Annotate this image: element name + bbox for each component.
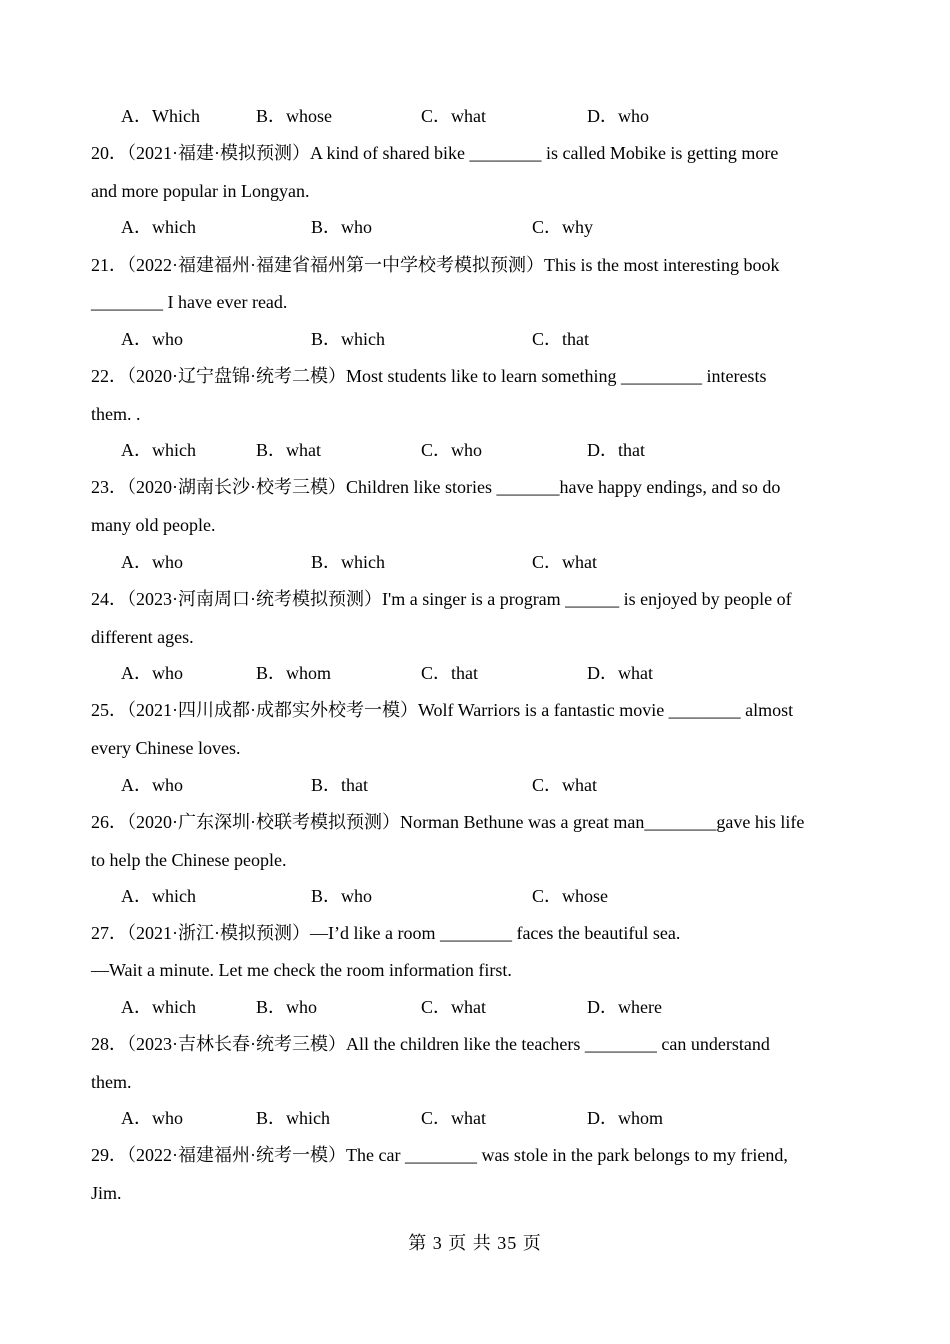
question-text-line: to help the Chinese people.	[91, 850, 287, 870]
question-text-line: 22．（2020·辽宁盘锦·统考二模）Most students like to learn something _________ interests	[91, 366, 767, 386]
question-text-line: 26．（2020·广东深圳·校联考模拟预测）Norman Bethune was a great man________gave his life	[91, 812, 805, 832]
option-c[interactable]: C．whose	[532, 886, 608, 906]
option-c[interactable]: C．what	[421, 997, 486, 1017]
option-b[interactable]: B．who	[256, 997, 318, 1017]
option-c[interactable]: C．what	[421, 1108, 486, 1128]
question-text-line: and more popular in Longyan.	[91, 181, 310, 201]
option-d[interactable]: D．what	[587, 663, 653, 683]
option-d[interactable]: D．where	[587, 997, 662, 1017]
option-a[interactable]: A．Which	[121, 106, 200, 126]
question-text-line: ________ I have ever read.	[91, 292, 288, 312]
option-a[interactable]: A．who	[121, 663, 183, 683]
option-c[interactable]: C．who	[421, 440, 483, 460]
option-c[interactable]: C．that	[532, 329, 589, 349]
question-text-line: —Wait a minute. Let me check the room information first.	[91, 960, 512, 980]
option-d[interactable]: D．that	[587, 440, 645, 460]
option-c[interactable]: C．why	[532, 217, 594, 237]
question-text-line: 24．（2023·河南周口·统考模拟预测）I'm a singer is a program ______ is enjoyed by people of	[91, 589, 792, 609]
option-a[interactable]: A．which	[121, 440, 196, 460]
option-d[interactable]: D．whom	[587, 1108, 663, 1128]
option-a[interactable]: A．which	[121, 217, 196, 237]
option-d[interactable]: D．who	[587, 106, 649, 126]
option-a[interactable]: A．which	[121, 886, 196, 906]
option-b[interactable]: B．which	[256, 1108, 330, 1128]
option-b[interactable]: B．who	[311, 217, 373, 237]
option-a[interactable]: A．which	[121, 997, 196, 1017]
question-text-line: them.	[91, 1072, 132, 1092]
question-text-line: 23．（2020·湖南长沙·校考三模）Children like stories _______have happy endings, and so do	[91, 477, 781, 497]
option-a[interactable]: A．who	[121, 329, 183, 349]
option-b[interactable]: B．whom	[256, 663, 332, 683]
option-c[interactable]: C．that	[421, 663, 478, 683]
question-text-line: 27．（2021·浙江·模拟预测）—I’d like a room ________ faces the beautiful sea.	[91, 923, 681, 943]
option-b[interactable]: B．who	[311, 886, 373, 906]
question-text-line: different ages.	[91, 627, 194, 647]
question-text-line: 29．（2022·福建福州·统考一模）The car ________ was stole in the park belongs to my friend,	[91, 1145, 788, 1165]
option-c[interactable]: C．what	[421, 106, 486, 126]
question-text-line: every Chinese loves.	[91, 738, 241, 758]
option-b[interactable]: B．which	[311, 329, 385, 349]
option-c[interactable]: C．what	[532, 775, 597, 795]
option-b[interactable]: B．that	[311, 775, 368, 795]
question-text-line: Jim.	[91, 1183, 122, 1203]
question-text-line: many old people.	[91, 515, 216, 535]
option-a[interactable]: A．who	[121, 552, 183, 572]
question-text-line: them. .	[91, 404, 141, 424]
option-b[interactable]: B．which	[311, 552, 385, 572]
option-c[interactable]: C．what	[532, 552, 597, 572]
option-a[interactable]: A．who	[121, 775, 183, 795]
option-b[interactable]: B．what	[256, 440, 321, 460]
option-b[interactable]: B．whose	[256, 106, 332, 126]
question-text-line: 28．（2023·吉林长春·统考三模）All the children like the teachers ________ can understand	[91, 1034, 770, 1054]
page-number-footer: 第 3 页 共 35 页	[408, 1233, 542, 1253]
question-text-line: 20．（2021·福建·模拟预测）A kind of shared bike ________ is called Mobike is getting more	[91, 143, 779, 163]
option-a[interactable]: A．who	[121, 1108, 183, 1128]
question-text-line: 21．（2022·福建福州·福建省福州第一中学校考模拟预测）This is the most interesting book	[91, 255, 780, 275]
question-text-line: 25．（2021·四川成都·成都实外校考一模）Wolf Warriors is a fantastic movie ________ almost	[91, 700, 794, 720]
